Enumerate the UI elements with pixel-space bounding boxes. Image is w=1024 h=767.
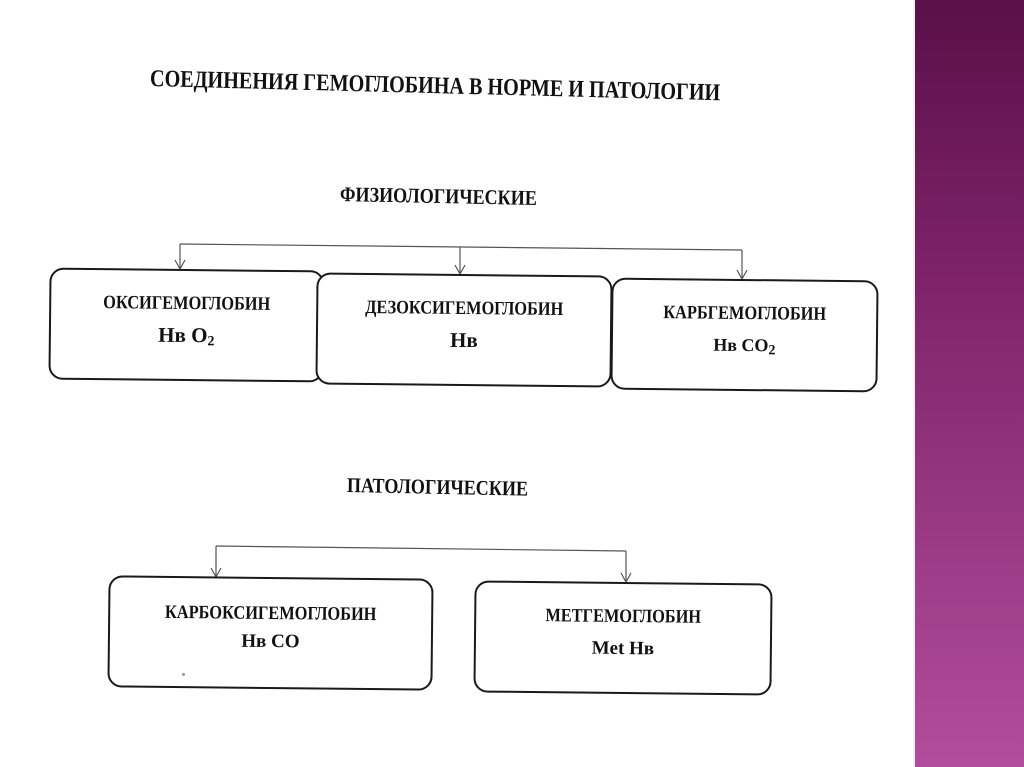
decorative-side-band	[915, 0, 1024, 767]
physio-arrow-left	[175, 260, 185, 269]
node-methemoglobin	[473, 580, 772, 695]
node-deoxyhemoglobin-name: ДЕЗОКСИГЕМОГЛОБИН	[365, 296, 564, 321]
pathological-heading: ПАТОЛОГИЧЕСКИЕ	[346, 473, 529, 501]
scan-speck	[182, 673, 185, 676]
node-deoxyhemoglobin	[315, 272, 612, 387]
node-carbhemoglobin-formula: Нв $CO_2$	[713, 334, 776, 359]
node-carboxyhemoglobin	[107, 575, 433, 690]
node-oxyhemoglobin	[48, 268, 324, 383]
node-carbhemoglobin-name: КАРБГЕМОГЛОБИН	[663, 302, 827, 325]
node-methemoglobin-formula: Met Нв	[591, 637, 655, 660]
diagram-title: СОЕДИНЕНИЯ ГЕМОГЛОБИНА В НОРМЕ И ПАТОЛОГИИ	[149, 66, 721, 107]
node-carboxyhemoglobin-name: КАРБОКСИГЕМОГЛОБИН	[164, 601, 377, 626]
physio-arrow-mid	[455, 265, 465, 274]
node-oxyhemoglobin-formula: Нв $O_2$	[158, 322, 215, 350]
physio-arrow-right	[737, 270, 747, 279]
node-methemoglobin-name: МЕТГЕМОГЛОБИН	[545, 605, 702, 628]
physiological-heading: ФИЗИОЛОГИЧЕСКИЕ	[339, 182, 538, 210]
physio-bracket-line	[180, 244, 742, 250]
node-oxyhemoglobin-name: ОКСИГЕМОГЛОБИН	[103, 292, 271, 315]
patho-arrow-right	[621, 573, 631, 582]
patho-bracket-line	[216, 546, 626, 551]
node-carbhemoglobin	[610, 278, 878, 393]
node-carboxyhemoglobin-formula: Нв CO	[241, 630, 300, 653]
node-deoxyhemoglobin-formula: Нв	[449, 327, 478, 353]
